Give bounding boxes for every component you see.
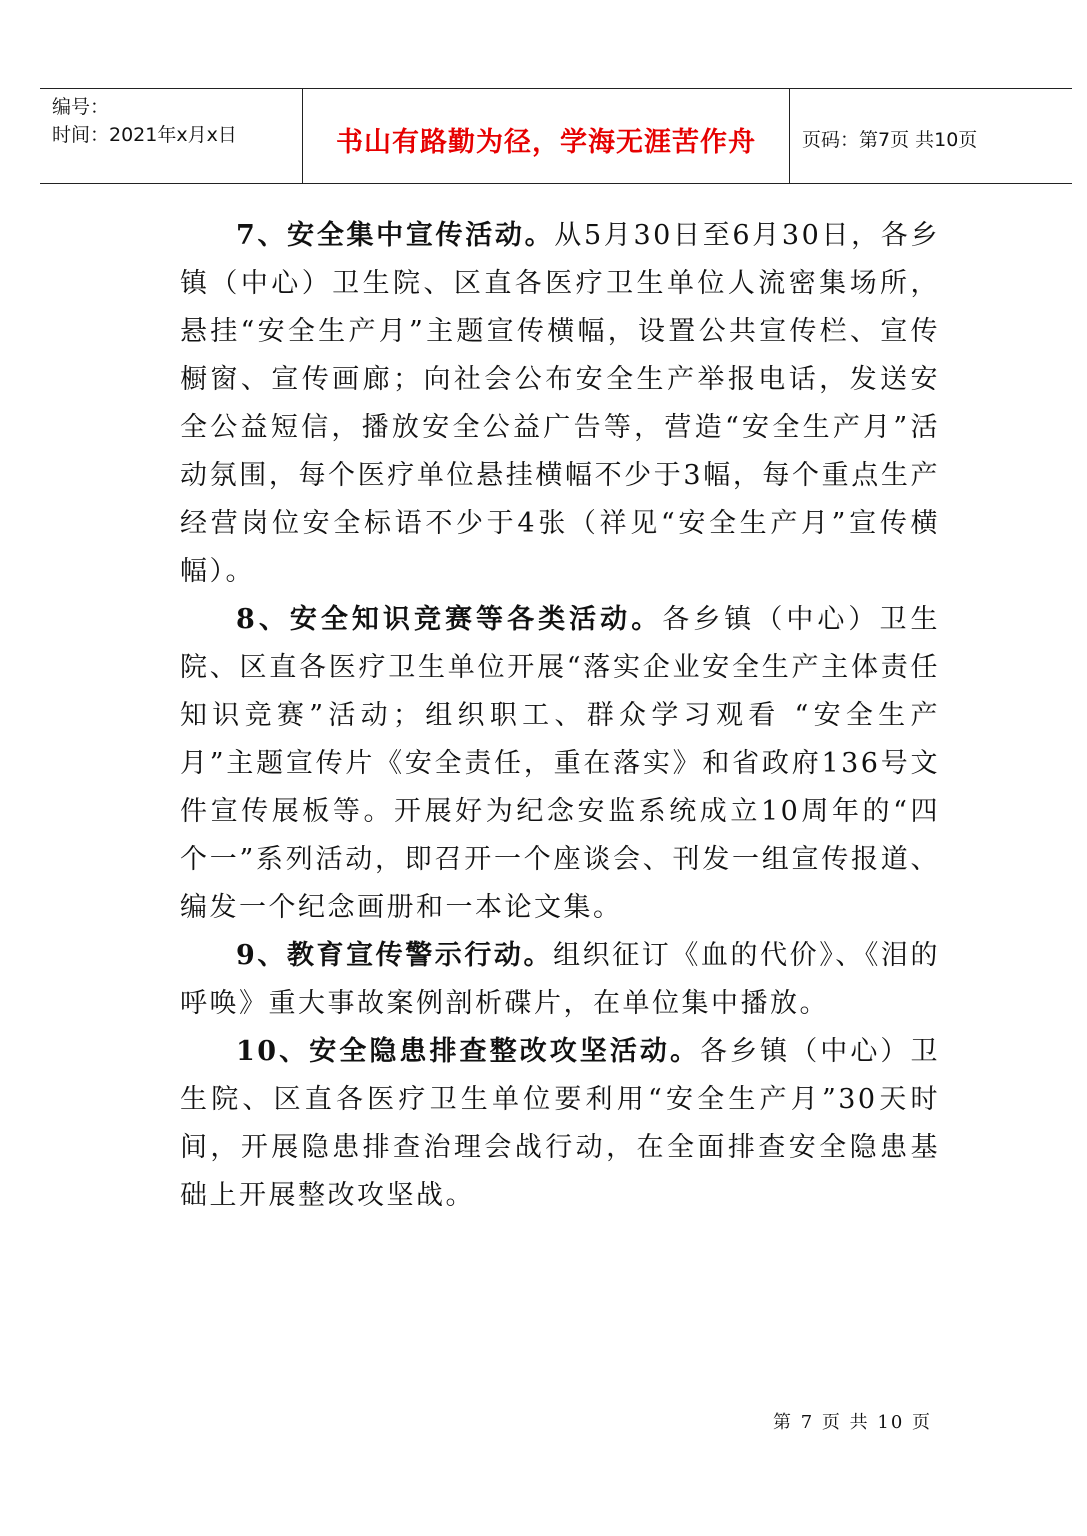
document-body (180, 212, 940, 1220)
paragraph-text: 各乡镇（中心）卫生院、区直各医疗卫生单位要利用“安全生产月”30天时间，开展隐患排查治理会战行动，在全面排查安全隐患基础上开展整改攻坚战。 (180, 1036, 940, 1211)
paragraph-item (180, 212, 940, 596)
paragraph-heading: 7、安全集中宣传活动。 (236, 220, 555, 251)
paragraph-item (180, 596, 940, 932)
page-header (40, 88, 1072, 184)
paragraph-item (180, 932, 940, 1028)
document-time-label: 时间：2021年x月x日 (52, 124, 237, 146)
header-divider (789, 89, 790, 183)
paragraph-item (180, 1028, 940, 1220)
page-footer: 第 7 页 共 10 页 (773, 1412, 932, 1433)
header-page-code: 页码：第7页 共10页 (802, 128, 978, 151)
paragraph-text: 各乡镇（中心）卫生院、区直各医疗卫生单位开展“落实企业安全生产主体责任知识竞赛”活动；组织职工、群众学习观看 “安全生产月”主题宣传片《安全责任，重在落实》和省政府136号文件宣传展板等。开展好为纪念安监系统成立10周年的“四个一”系列活动，即召开一个座谈会、刊发一组宣传报道、编发一个纪念画册和一本论文集。 (180, 604, 940, 923)
paragraph-text: 从5月30日至6月30日，各乡镇（中心）卫生院、区直各医疗卫生单位人流密集场所，悬挂“安全生产月”主题宣传横幅，设置公共宣传栏、宣传橱窗、宣传画廊；向社会公布安全生产举报电话，发送安全公益短信，播放安全公益广告等，营造“安全生产月”活动氛围，每个医疗单位悬挂横幅不少于3幅，每个重点生产经营岗位安全标语不少于4张（祥见“安全生产月”宣传横幅）。 (180, 220, 940, 587)
header-motto: 书山有路勤为径，学海无涯苦作舟 (336, 126, 756, 158)
paragraph-heading: 8、安全知识竞赛等各类活动。 (236, 604, 663, 635)
document-number-label: 编号： (52, 96, 110, 118)
paragraph-heading: 9、教育宣传警示行动。 (236, 940, 554, 971)
paragraph-text: 组织征订《血的代价》、《泪的呼唤》重大事故案例剖析碟片，在单位集中播放。 (180, 940, 941, 1019)
paragraph-heading: 10、安全隐患排查整改攻坚活动。 (236, 1036, 701, 1067)
header-meta (52, 93, 302, 149)
